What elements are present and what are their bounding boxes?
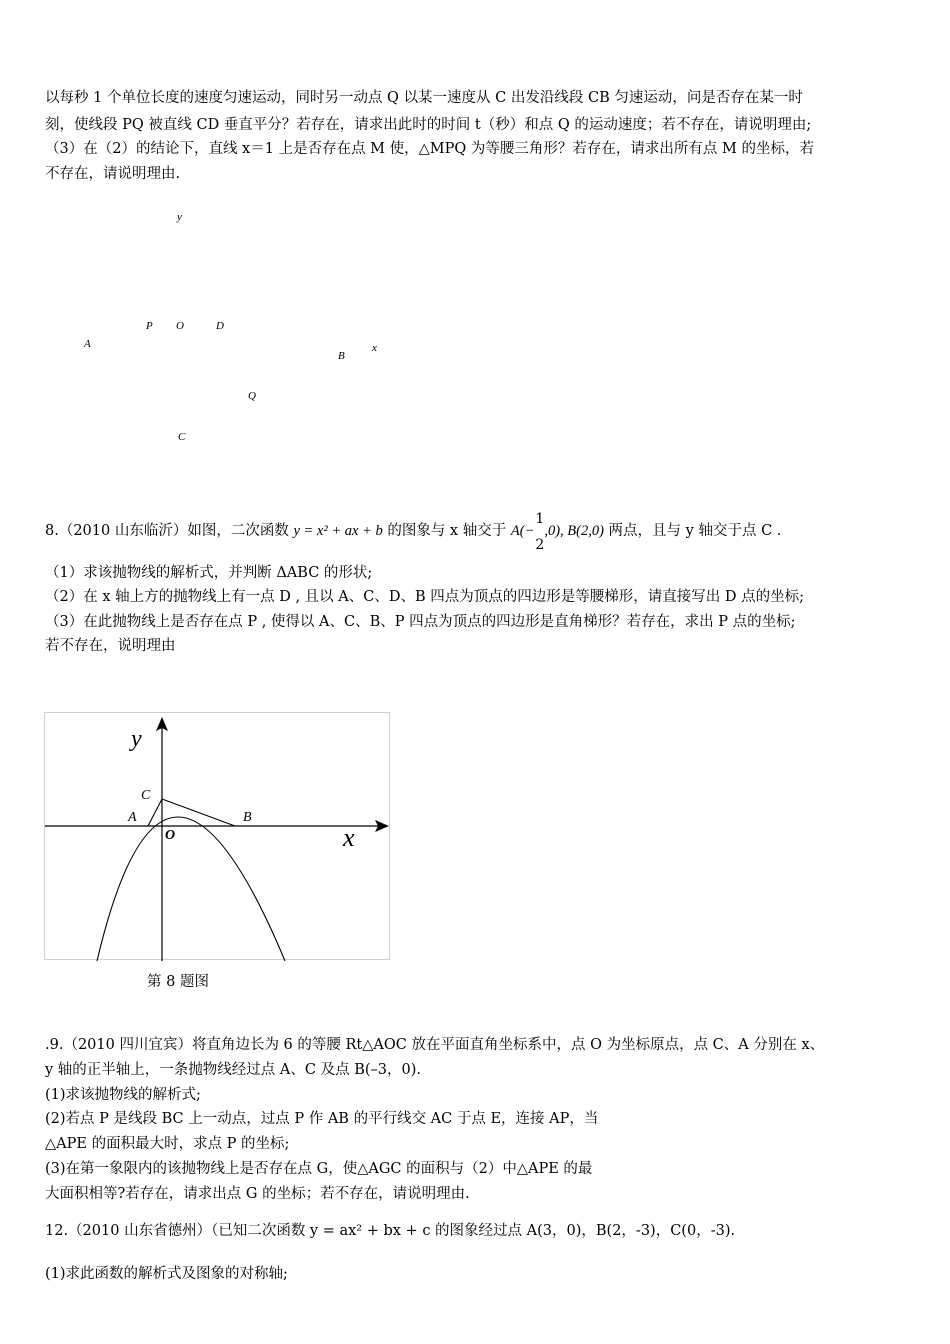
problem9-line3: (1)求该抛物线的解析式; bbox=[45, 1087, 201, 1103]
fig7-label-p: P bbox=[146, 320, 153, 332]
problem8-q3: （3）在此抛物线上是否存在点 P , 使得以 A、C、B、P 四点为顶点的四边形是直角梯形？若存在，求出 P 点的坐标; bbox=[45, 614, 796, 630]
problem9-line4: (2)若点 P 是线段 BC 上一动点，过点 P 作 AB 的平行线交 AC 于点 E，连接 AP，当 bbox=[45, 1111, 599, 1127]
segment-cb bbox=[162, 799, 235, 826]
problem8-point-a-suffix: ,0) bbox=[544, 523, 561, 539]
problem7-line2: 刻，使线段 PQ 被直线 CD 垂直平分？若存在，请求出此时的时间 t（秒）和点 Q 的运动速度；若不存在，请说明理由; bbox=[45, 117, 812, 133]
problem8-fraction bbox=[534, 511, 545, 553]
graph-label-c: C bbox=[141, 788, 151, 803]
graph-label-b: B bbox=[243, 810, 252, 825]
problem7-line4: 不存在，请说明理由. bbox=[45, 166, 181, 182]
fig7-label-o: O bbox=[176, 320, 184, 332]
parabola-curve bbox=[97, 817, 285, 961]
fig7-label-a: A bbox=[84, 338, 91, 350]
problem8-q2: （2）在 x 轴上方的抛物线上有一点 D , 且以 A、C、D、B 四点为顶点的四边形是等腰梯形，请直接写出 D 点的坐标; bbox=[45, 589, 804, 605]
problem8-point-b: , B(2,0) bbox=[560, 523, 604, 539]
problem8-head-suffix: 两点，且与 y 轴交于点 C . bbox=[603, 523, 782, 539]
problem8-head-prefix: 8.（2010 山东临沂）如图，二次函数 bbox=[45, 523, 294, 539]
fig7-label-d: D bbox=[216, 320, 224, 332]
problem8-q4: 若不存在，说明理由 bbox=[45, 638, 176, 654]
problem9-line6: (3)在第一象限内的该抛物线上是否存在点 G，使△AGC 的面积与（2）中△APE 的最 bbox=[45, 1161, 593, 1177]
problem8-head-mid: 的图象与 x 轴交于 bbox=[382, 523, 511, 539]
problem8-caption: 第 8 题图 bbox=[147, 974, 209, 990]
problem8-formula: y = x² + ax + b bbox=[293, 523, 383, 539]
graph-label-o: O bbox=[165, 828, 176, 843]
problem9-line7: 大面积相等?若存在，请求出点 G 的坐标；若不存在，请说明理由. bbox=[45, 1186, 470, 1202]
problem8-graph bbox=[44, 712, 390, 960]
graph-label-y: y bbox=[131, 726, 142, 752]
problem9-line2: y 轴的正半轴上，一条抛物线经过点 A、C 及点 B(–3，0). bbox=[45, 1062, 421, 1078]
fig7-label-c: C bbox=[178, 431, 186, 443]
problem9-line5: △APE 的面积最大时，求点 P 的坐标; bbox=[45, 1136, 290, 1152]
segment-ac bbox=[148, 799, 162, 826]
fig7-label-x: x bbox=[372, 342, 377, 354]
problem9-line1: .9.（2010 四川宜宾）将直角边长为 6 的等腰 Rt△AOC 放在平面直角坐标系中，点 O 为坐标原点，点 C、A 分别在 x、 bbox=[45, 1037, 825, 1053]
problem8-point-a-prefix: A(− bbox=[510, 523, 535, 539]
fig7-label-q: Q bbox=[248, 390, 256, 402]
graph-label-a: A bbox=[128, 810, 137, 825]
fraction-numerator: 1 bbox=[535, 511, 545, 527]
problem8-q1: （1）求该抛物线的解析式，并判断 ΔABC 的形状; bbox=[45, 565, 373, 581]
fraction-denominator: 2 bbox=[535, 537, 545, 553]
problem8-header bbox=[45, 511, 782, 553]
graph-label-x: x bbox=[343, 823, 355, 852]
problem7-line1: 以每秒 1 个单位长度的速度匀速运动，同时另一动点 Q 以某一速度从 C 出发沿线段 CB 匀速运动，问是否存在某一时 bbox=[45, 90, 803, 106]
problem7-line3: （3）在（2）的结论下，直线 x＝1 上是否存在点 M 使，△MPQ 为等腰三角形？若存在，请求出所有点 M 的坐标，若 bbox=[45, 141, 814, 157]
parabola-graph-svg bbox=[45, 713, 391, 961]
problem12-line2: (1)求此函数的解析式及图象的对称轴; bbox=[45, 1266, 288, 1282]
fig7-label-b: B bbox=[338, 350, 345, 362]
problem12-line1: 12.（2010 山东省德州）（已知二次函数 y = ax² + bx + c 的图象经过点 A(3，0)，B(2，-3)，C(0，-3). bbox=[45, 1223, 736, 1239]
fig7-label-y: y bbox=[177, 211, 182, 223]
